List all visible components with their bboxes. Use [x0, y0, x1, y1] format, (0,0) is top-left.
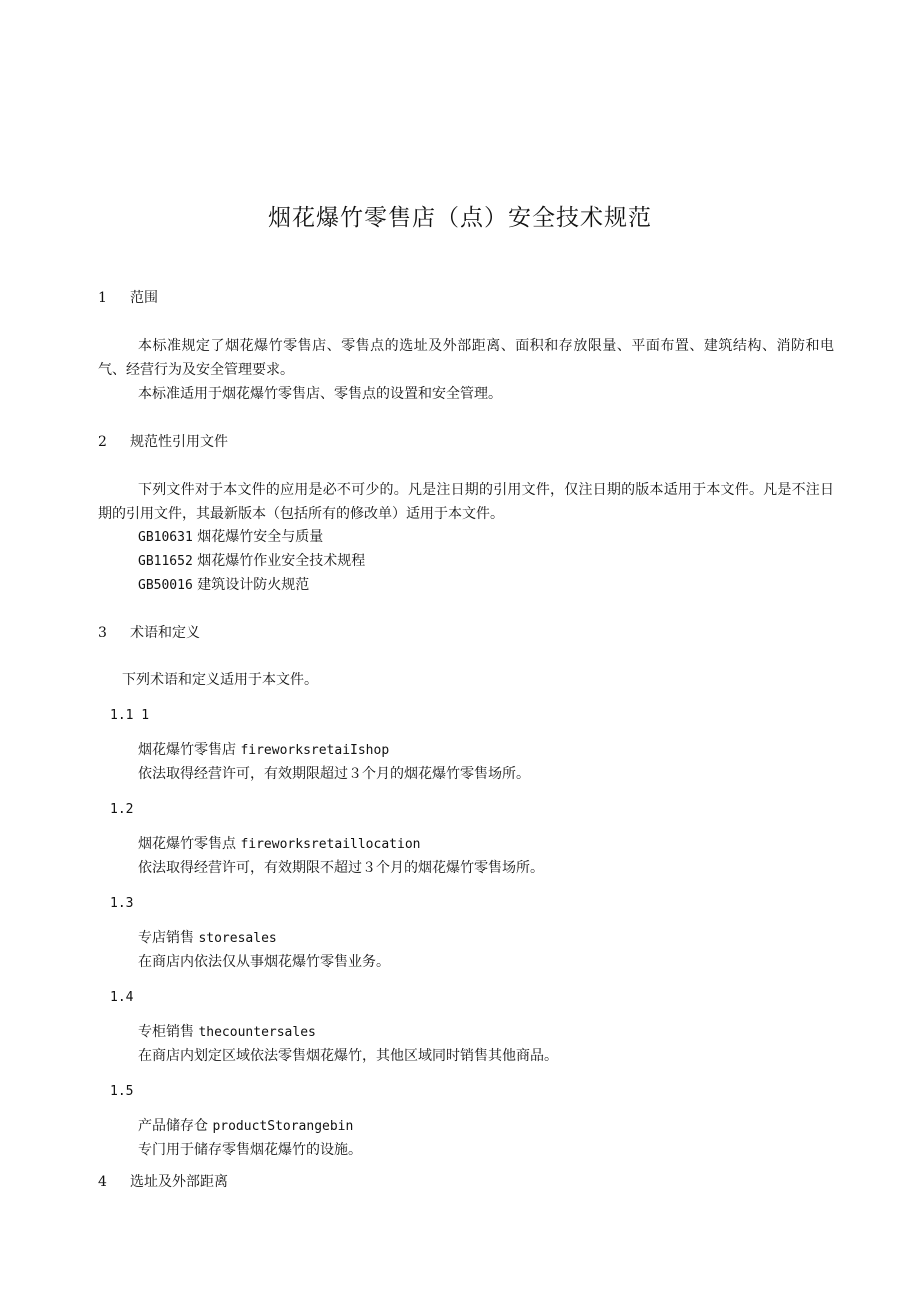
term-english: thecountersales — [198, 1025, 316, 1040]
reference-name: 烟花爆竹安全与质量 — [197, 529, 324, 545]
section-heading-scope — [98, 288, 158, 308]
reference-name: 烟花爆竹作业安全技术规程 — [197, 553, 366, 569]
reference-name: 建筑设计防火规范 — [197, 577, 310, 593]
term-name: 产品储存仓 — [138, 1118, 208, 1134]
term-definition: 在商店内划定区域依法零售烟花爆竹，其他区域同时销售其他商品。 — [138, 1048, 558, 1064]
references-intro: 下列文件对于本文件的应用是必不可少的。凡是注日期的引用文件，仅注日期的版本适用于本文件。凡是不注日期的引用文件，其最新版本（包括所有的修改单）适用于本文件。 — [98, 482, 834, 522]
scope-paragraph-1: 本标准规定了烟花爆竹零售店、零售点的选址及外部距离、面积和存放限量、平面布置、建筑结构、消防和电气、经营行为及安全管理要求。 — [98, 338, 834, 378]
section-number: 1 — [98, 290, 107, 306]
term-name: 烟花爆竹零售店 — [138, 742, 236, 758]
term-english: fireworksretaillocation — [240, 837, 421, 852]
section-title: 选址及外部距离 — [130, 1174, 228, 1190]
section-heading-references — [98, 432, 228, 452]
term-number: 1.2 — [110, 802, 134, 817]
term-definition: 依法取得经营许可，有效期限不超过３个月的烟花爆竹零售场所。 — [138, 860, 544, 876]
reference-code: GB50016 — [138, 578, 193, 593]
section-title: 范围 — [130, 290, 158, 306]
term-name: 烟花爆竹零售点 — [138, 836, 236, 852]
term-title — [138, 740, 389, 761]
document-title: 烟花爆竹零售店（点）安全技术规范 — [268, 205, 652, 231]
term-name: 专店销售 — [138, 930, 194, 946]
term-name: 专柜销售 — [138, 1024, 194, 1040]
term-english: fireworksretaiIshop — [240, 743, 390, 758]
term-title — [138, 834, 420, 855]
term-number: 1.5 — [110, 1084, 134, 1099]
reference-item — [138, 527, 323, 548]
term-english: storesales — [198, 931, 277, 946]
term-english: productStorangebin — [212, 1119, 354, 1134]
reference-item — [138, 575, 309, 596]
reference-item — [138, 551, 365, 572]
section-number: 4 — [98, 1174, 107, 1190]
term-definition: 在商店内依法仅从事烟花爆竹零售业务。 — [138, 954, 390, 970]
scope-paragraph-2: 本标准适用于烟花爆竹零售店、零售点的设置和安全管理。 — [138, 386, 502, 402]
term-definition: 专门用于储存零售烟花爆竹的设施。 — [138, 1142, 362, 1158]
term-number: 1.3 — [110, 896, 134, 911]
term-title — [138, 928, 277, 949]
term-definition: 依法取得经营许可，有效期限超过３个月的烟花爆竹零售场所。 — [138, 766, 530, 782]
term-number: 1.1 1 — [110, 708, 150, 723]
section-title: 规范性引用文件 — [130, 434, 228, 450]
term-title — [138, 1116, 353, 1137]
reference-code: GB11652 — [138, 554, 193, 569]
section-number: 2 — [98, 434, 107, 450]
term-title — [138, 1022, 316, 1043]
section-title: 术语和定义 — [130, 625, 200, 641]
term-number: 1.4 — [110, 990, 134, 1005]
terms-intro: 下列术语和定义适用于本文件。 — [122, 672, 318, 688]
section-number: 3 — [98, 625, 107, 641]
reference-code: GB10631 — [138, 530, 193, 545]
section-heading-terms — [98, 623, 200, 643]
section-heading-location — [98, 1172, 228, 1192]
